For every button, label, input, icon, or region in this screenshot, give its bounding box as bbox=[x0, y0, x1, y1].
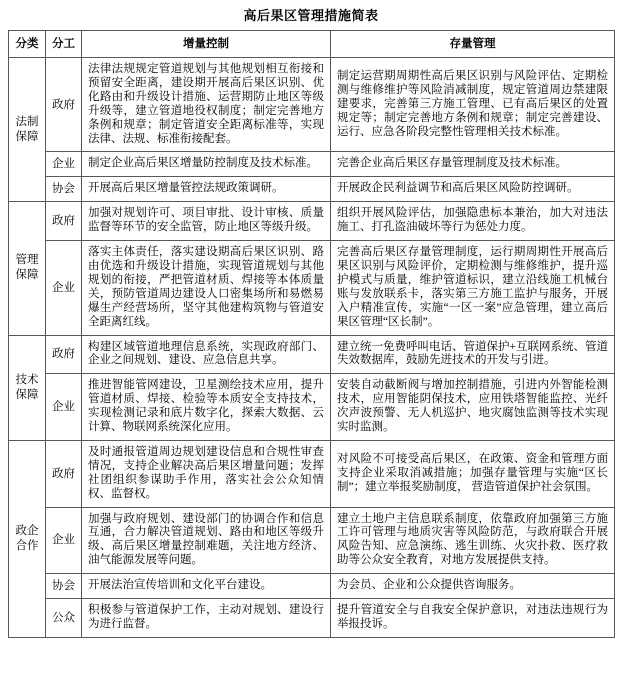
stock-management-cell: 组织开展风险评估，加强隐患标本兼治，加大对违法施工、打孔盗油破坏等行为惩处力度。 bbox=[331, 202, 615, 241]
role-cell: 企业 bbox=[46, 507, 82, 574]
header-stock-management: 存量管理 bbox=[331, 31, 615, 58]
increment-control-cell: 构建区域管道地理信息系统，实现政府部门、企业之间规划、建设、应急信息共享。 bbox=[82, 335, 331, 374]
role-cell: 政府 bbox=[46, 58, 82, 152]
increment-control-cell: 推进智能管网建设，卫星测绘技术应用，提升管道材质、焊接、检验等本质安全支持技术，实现检测记录和底片数字化，探索大数据、云计算、物联网系统深化应用。 bbox=[82, 374, 331, 441]
stock-management-cell: 制定运营期周期性高后果区识别与风险评估、定期检测与维修维护等风险消减制度，规定管道周边禁建限建要求，完善第三方施工管理、已有高后果区的处置规定等；制定完善地方条例和规章；制定完善建设、运行、应急各阶段完整性管理相关技术标准。 bbox=[331, 58, 615, 152]
table-row bbox=[9, 58, 615, 152]
role-cell: 企业 bbox=[46, 374, 82, 441]
table-row bbox=[9, 599, 615, 638]
increment-control-cell: 加强与政府规划、建设部门的协调合作和信息互通，合力解决管道规划、路由和地区等级升级、高后果区增量控制难题，关注地方经济、油气能源发展等问题。 bbox=[82, 507, 331, 574]
header-role: 分工 bbox=[46, 31, 82, 58]
header-increment-control: 增量控制 bbox=[82, 31, 331, 58]
increment-control-cell: 加强对规划许可、项目审批、设计审核、质量监督等环节的安全监管，防止地区等级升级。 bbox=[82, 202, 331, 241]
increment-control-cell: 及时通报管道周边规划建设信息和合规性审查情况，支持企业解决高后果区增量问题；发挥社团组织参谋助手作用，落实社会公众知情权、监督权。 bbox=[82, 440, 331, 507]
role-cell: 企业 bbox=[46, 152, 82, 177]
role-cell: 协会 bbox=[46, 177, 82, 202]
stock-management-cell: 为会员、企业和公众提供咨询服务。 bbox=[331, 574, 615, 599]
header-row bbox=[9, 31, 615, 58]
role-cell: 公众 bbox=[46, 599, 82, 638]
increment-control-cell: 落实主体责任，落实建设期高后果区识别、路由优选和升级设计措施，实现管道规划与其他规划的衔接，严把管道材质、焊接等本体质量关，预防管道周边建设人口密集场所和易燃易爆生产经营场所，坚守其他建构筑物与管道安全距离红线。 bbox=[82, 241, 331, 335]
role-cell: 协会 bbox=[46, 574, 82, 599]
role-cell: 企业 bbox=[46, 241, 82, 335]
category-cell: 法制保障 bbox=[9, 58, 46, 202]
category-cell: 管理保障 bbox=[9, 202, 46, 335]
stock-management-cell: 提升管道安全与自我安全保护意识，对违法违规行为举报投诉。 bbox=[331, 599, 615, 638]
stock-management-cell: 对风险不可接受高后果区，在政策、资金和管理方面支持企业采取消减措施；加强存量管理与实施“区长制”；建立举报奖励制度， 营造管道保护社会氛围。 bbox=[331, 440, 615, 507]
category-cell: 技术保障 bbox=[9, 335, 46, 440]
category-cell: 政企合作 bbox=[9, 440, 46, 637]
table-title: 高后果区管理措施简表 bbox=[243, 8, 379, 23]
table-row bbox=[9, 241, 615, 335]
table-row bbox=[9, 574, 615, 599]
table-row bbox=[9, 335, 615, 374]
stock-management-cell: 建立统一免费呼叫电话、管道保护+互联网系统、管道失效数据库，鼓励先进技术的开发与引进。 bbox=[331, 335, 615, 374]
stock-management-cell: 完善企业高后果区存量管理制度及技术标准。 bbox=[331, 152, 615, 177]
role-cell: 政府 bbox=[46, 202, 82, 241]
header-category: 分类 bbox=[9, 31, 46, 58]
table-row bbox=[9, 440, 615, 507]
increment-control-cell: 制定企业高后果区增量防控制度及技术标准。 bbox=[82, 152, 331, 177]
table-row bbox=[9, 202, 615, 241]
increment-control-cell: 法律法规规定管道规划与其他规划相互衔接和预留安全距离，建设期开展高后果区识别、优化路由和升级设计措施、运营期防止地区等级升级等，建立管道地役权制度；制定完善地方条例和规章；制定管道安全距离标准等，实现法律、法规、标准衔接配套。 bbox=[82, 58, 331, 152]
measures-table bbox=[8, 30, 615, 638]
table-row bbox=[9, 507, 615, 574]
role-cell: 政府 bbox=[46, 335, 82, 374]
stock-management-cell: 安装自动截断阀与增加控制措施，引进内外智能检测技术，应用智能阴保技术，应用铁塔智能监控、光纤次声波预警、无人机巡护、地灾腐蚀监测等技术实现实时监测。 bbox=[331, 374, 615, 441]
stock-management-cell: 完善高后果区存量管理制度，运行期周期性开展高后果区识别与风险评价，定期检测与维修维护，提升巡护模式与质量，维护管道标识，建立沿线施工机械台账与发放联系卡，落实第三方施工监护与服务，开展入户精准宣传，实施“一区一案”应急管理，建立高后果区管理“区长制”。 bbox=[331, 241, 615, 335]
increment-control-cell: 积极参与管道保护工作，主动对规划、建设行为进行监督。 bbox=[82, 599, 331, 638]
role-cell: 政府 bbox=[46, 440, 82, 507]
increment-control-cell: 开展法治宣传培训和文化平台建设。 bbox=[82, 574, 331, 599]
stock-management-cell: 开展政企民利益调节和高后果区风险防控调研。 bbox=[331, 177, 615, 202]
table-row bbox=[9, 177, 615, 202]
table-row bbox=[9, 374, 615, 441]
table-row bbox=[9, 152, 615, 177]
increment-control-cell: 开展高后果区增量管控法规政策调研。 bbox=[82, 177, 331, 202]
stock-management-cell: 建立土地户主信息联系制度，依靠政府加强第三方施工许可管理与地质灾害等风险防范，与政府联合开展风险告知、应急演练、逃生训练、火灾扑救、医疗救助等公众安全教育，对地方发展提供支持。 bbox=[331, 507, 615, 574]
